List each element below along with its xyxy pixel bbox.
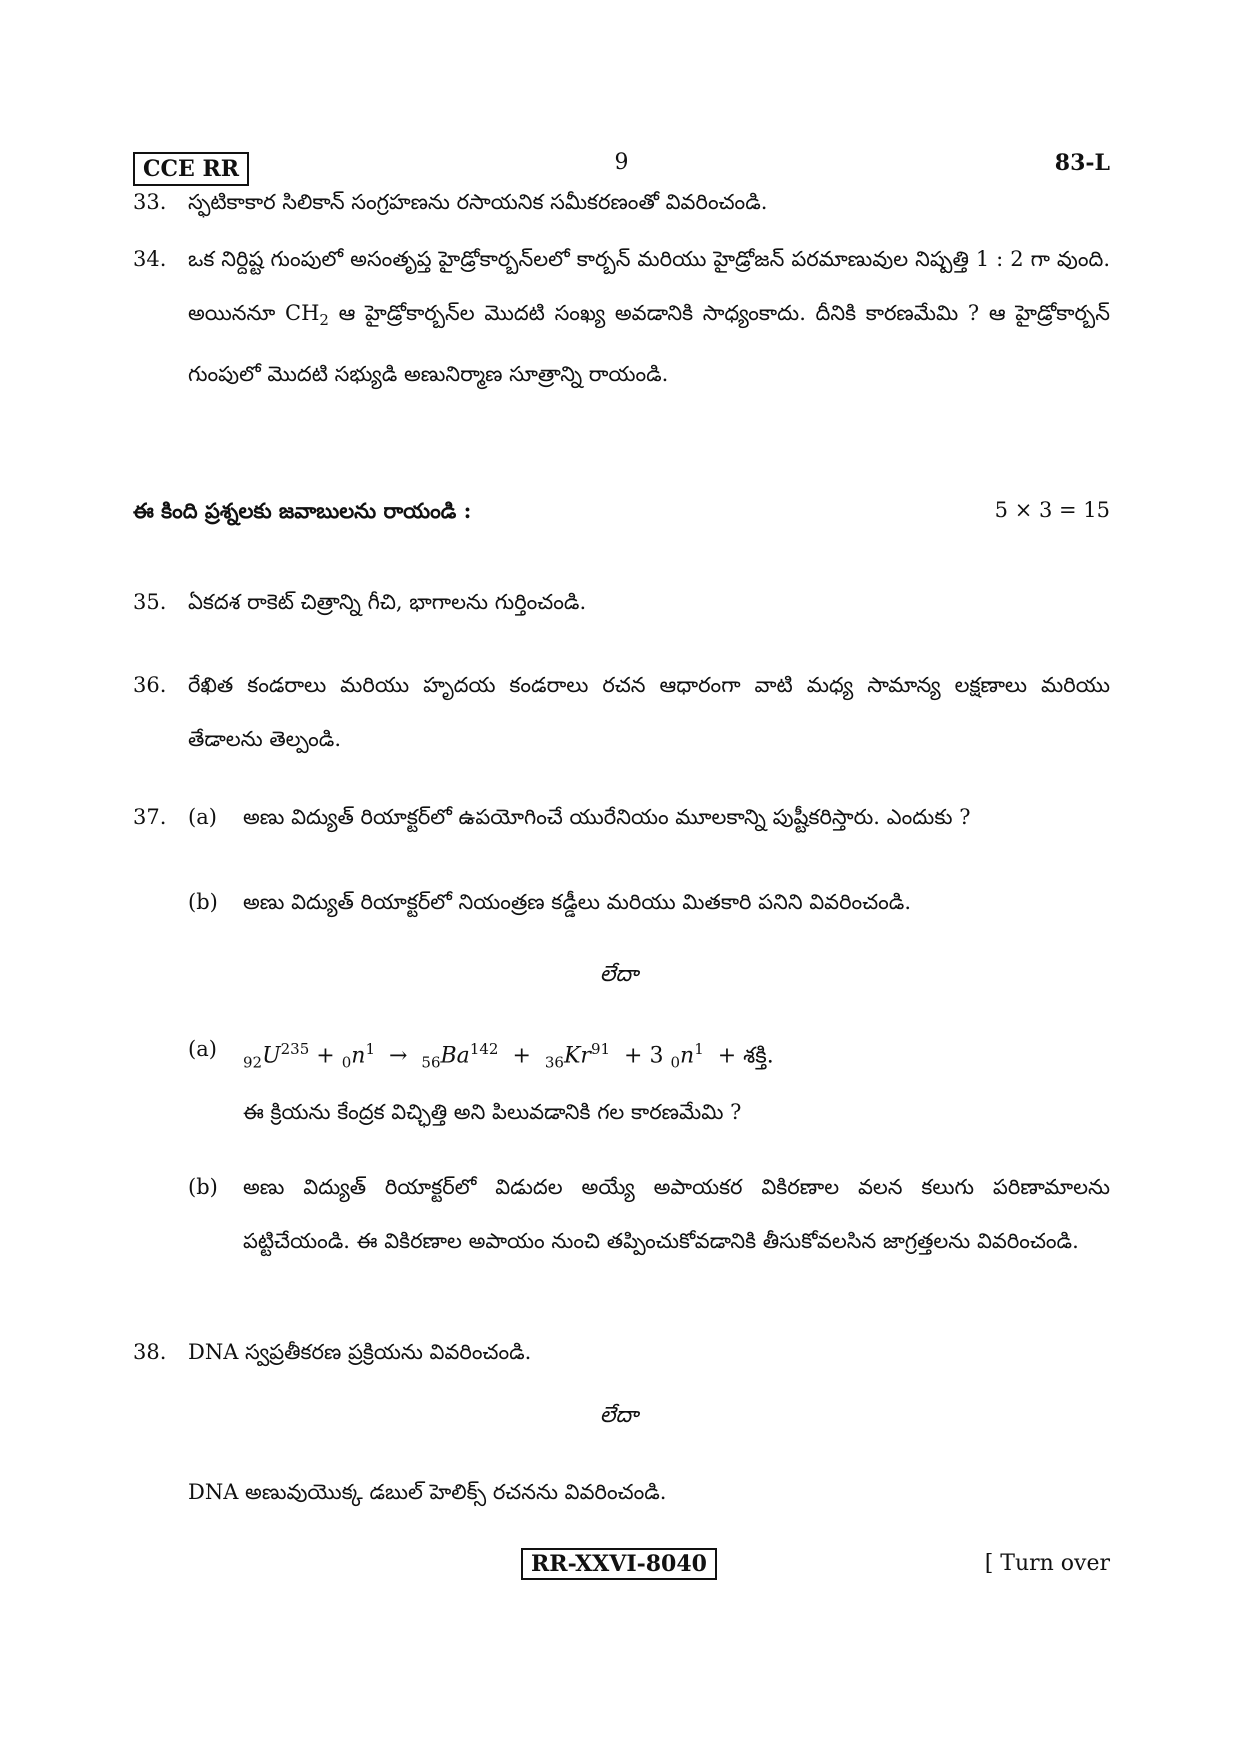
question-text: ఒక నిర్దిష్ట గుంపులో అసంతృప్త హైడ్రోకార్బన్‌లలో కార్బన్ మరియు హైడ్రోజన్ పరమాణువుల నిష్పత్తి 1 : 2 గా వుంది. అయిననూ $CH_2$ ఆ హైడ్రోకార్బన్‌ల మొదటి సంఖ్య అవడానికి సాధ్యంకాదు. దీనికి కారణమేమి ? ఆ హైడ్రోకార్బన్ గుంపులో మొదటి సభ్యుడి అణునిర్మాణ సూత్రాన్ని రాయండి. xyxy=(188,247,1110,387)
ch2-subscript: 2 xyxy=(319,311,329,330)
question-35 xyxy=(133,575,1110,629)
question-text: DNA స్వప్రతీకరణ ప్రక్రియను వివరించండి. xyxy=(188,1340,532,1364)
question-34 xyxy=(133,232,1110,401)
question-37-alt-a xyxy=(188,1022,1110,1090)
instruction-text: ఈ కింది ప్రశ్నలకు జవాబులను రాయండి : xyxy=(133,498,472,523)
code-left: CCE RR xyxy=(133,152,249,186)
question-number: 38. xyxy=(133,1340,167,1364)
question-38 xyxy=(133,1325,1110,1379)
section-marks: 5 × 3 = 15 xyxy=(994,498,1110,522)
fission-equation: $_{92}U^{235} + _0n^1 \to _{56}Ba^{142} + _{36}Kr^{91} + 3$ $_0n^1$ + శక్తి. xyxy=(243,1040,774,1072)
or-divider-37: లేదా xyxy=(599,962,639,987)
question-37-alt-a-text xyxy=(188,1085,1110,1139)
question-number: 36. xyxy=(133,673,167,697)
turn-over: [ Turn over xyxy=(984,1551,1110,1576)
question-36 xyxy=(133,658,1110,766)
footer-code: RR-XXVI-8040 xyxy=(0,1551,1238,1577)
sub-label: (b) xyxy=(188,890,218,914)
sub-label: (a) xyxy=(188,1037,217,1061)
question-text: స్ఫటికాకార సిలికాన్ సంగ్రహణను రసాయనిక సమీకరణంతో వివరించండి. xyxy=(188,190,768,214)
question-text: రేఖిత కండరాలు మరియు హృదయ కండరాలు రచన ఆధారంగా వాటి మధ్య సామాన్య లక్షణాలు మరియు తేడాలను తెల్పండి. xyxy=(188,673,1110,751)
question-37a xyxy=(188,790,1110,844)
code-right: 83-L xyxy=(1054,150,1110,176)
sub-label: (a) xyxy=(188,805,217,829)
question-38-alt xyxy=(188,1465,1110,1519)
question-number: 37. xyxy=(133,805,167,829)
question-text: ఏకదశ రాకెట్ చిత్రాన్ని గీచి, భాగాలను గుర్తించండి. xyxy=(188,590,587,614)
question-33 xyxy=(133,175,1110,229)
question-number: 34. xyxy=(133,247,167,271)
question-number: 35. xyxy=(133,590,167,614)
question-37b xyxy=(188,875,1110,929)
section-instruction xyxy=(133,498,1110,529)
sub-text: అణు విద్యుత్ రియాక్టర్‌లో విడుదల అయ్యే అపాయకర వికిరణాల వలన కలుగు పరిణామాలను పట్టిచేయండి. ఈ వికిరణాల అపాయం నుంచి తప్పించుకోవడానికి తీసుకోవలసిన జాగ్రత్తలను వివరించండి. xyxy=(243,1175,1110,1253)
sub-text: ఈ క్రియను కేంద్రక విచ్ఛిత్తి అని పిలువడానికి గల కారణమేమి ? xyxy=(243,1100,742,1124)
sub-text: అణు విద్యుత్ రియాక్టర్‌లో ఉపయోగించే యురేనియం మూలకాన్ని పుష్టీకరిస్తారు. ఎందుకు ? xyxy=(243,805,971,829)
sub-label: (b) xyxy=(188,1175,218,1199)
question-number: 33. xyxy=(133,190,167,214)
sub-text: DNA అణువుయొక్క డబుల్ హెలిక్స్ రచనను వివరించండి. xyxy=(188,1480,667,1504)
question-37-alt-b xyxy=(188,1160,1110,1268)
page-number: 9 xyxy=(614,150,629,175)
sub-text: అణు విద్యుత్ రియాక్టర్‌లో నియంత్రణ కడ్డీలు మరియు మితకారి పనిని వివరించండి. xyxy=(243,890,912,914)
or-divider-38: లేదా xyxy=(599,1403,639,1428)
